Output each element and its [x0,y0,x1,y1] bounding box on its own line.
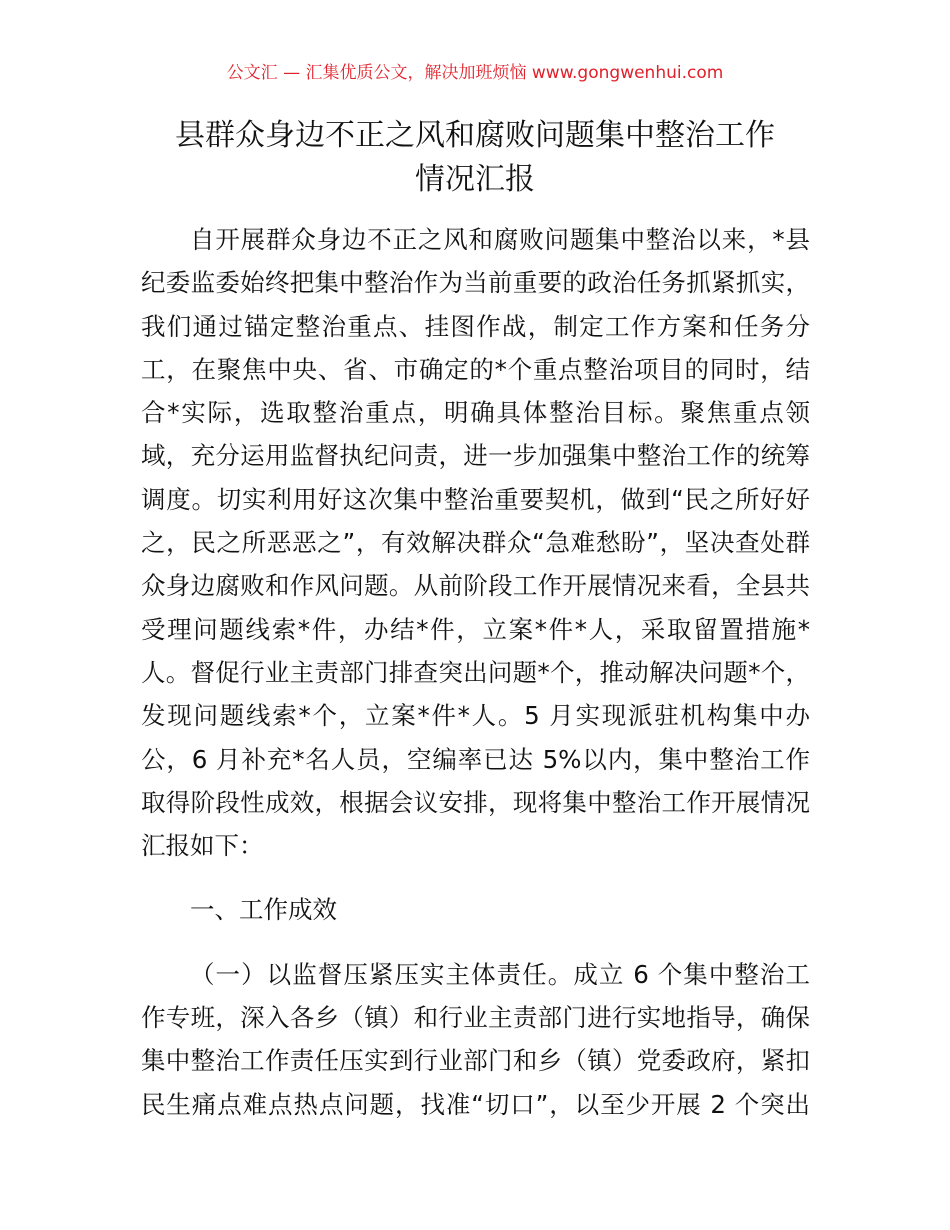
document-title-line-1: 县群众身边不正之风和腐败问题集中整治工作 [175,118,775,153]
document-title-line-2: 情况汇报 [415,162,535,197]
text-line: 合*实际，选取整治重点，明确具体整治目标。聚焦重点领 [141,398,810,428]
text-line: 民生痛点难点热点问题，找准“切口”，以至少开展 2 个突出 [141,1089,810,1119]
text-line: 人。督促行业主责部门排查突出问题*个，推动解决问题*个， [141,657,810,687]
text-line: （一）以监督压紧压实主体责任。成立 6 个集中整治工 [190,959,810,989]
text-line: 汇报如下： [141,831,264,861]
subsection-paragraph [141,953,810,1126]
text-line: 集中整治工作责任压实到行业部门和乡（镇）党委政府，紧扣 [141,1046,810,1076]
text-line: 调度。切实利用好这次集中整治重要契机，做到“民之所好好 [141,484,810,514]
section-heading: 一、工作成效 [190,895,337,925]
text-line: 之，民之所恶恶之”，有效解决群众“急难愁盼”，坚决查处群 [141,528,810,558]
text-line: 公，6 月补充*名人员，空编率已达 5%以内，集中整治工作 [141,744,810,774]
intro-paragraph [141,218,810,867]
text-line: 取得阶段性成效，根据会议安排，现将集中整治工作开展情况 [141,787,810,817]
text-line: 作专班，深入各乡（镇）和行业主责部门进行实地指导，确保 [141,1003,810,1033]
text-line: 域，充分运用监督执纪问责，进一步加强集中整治工作的统筹 [141,441,810,471]
text-line: 我们通过锚定整治重点、挂图作战，制定工作方案和任务分 [141,311,810,341]
text-line: 自开展群众身边不正之风和腐败问题集中整治以来，*县 [190,225,810,254]
text-line: 发现问题线索*个，立案*件*人。5 月实现派驻机构集中办 [141,701,810,731]
watermark-header: 公文汇 — 汇集优质公文，解决加班烦恼 www.gongwenhui.com [226,63,724,83]
text-line: 工，在聚焦中央、省、市确定的*个重点整治项目的同时，结 [141,354,810,384]
text-line: 受理问题线索*件，办结*件，立案*件*人，采取留置措施* [141,614,810,644]
text-line: 纪委监委始终把集中整治作为当前重要的政治任务抓紧抓实， [141,268,810,298]
document-body [141,218,810,1126]
text-line: 众身边腐败和作风问题。从前阶段工作开展情况来看，全县共 [141,571,810,601]
